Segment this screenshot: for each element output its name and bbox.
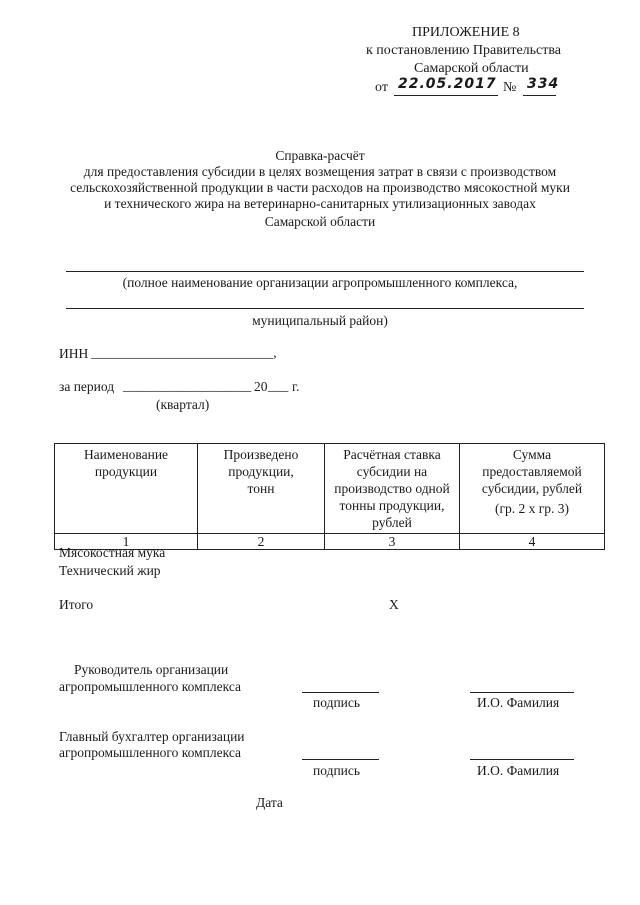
total-label: Итого (59, 597, 94, 612)
appendix-resolution: к постановлению Правительства (366, 43, 562, 58)
org-caption-2: муниципальный район) (252, 313, 388, 328)
handwritten-date: 22.05.2017 (398, 76, 497, 92)
date-label: Дата (256, 795, 283, 810)
header-sum-formula: (гр. 2 х гр. 3) (494, 501, 570, 516)
accountant-title-2: агропромышленного комплекса (59, 745, 241, 760)
head-name-caption: И.О. Фамилия (477, 695, 560, 710)
period-year-prefix: 20 (254, 379, 268, 394)
date-prefix: от (375, 80, 388, 95)
header-sum-label: Сумма предоставляемой субсидии, рублей (481, 447, 583, 496)
doc-title: Справка-расчёт (275, 148, 365, 163)
doc-subtitle-3: и технического жира на ветеринарно-санитарных утилизационных заводах (104, 196, 536, 211)
period-year-suffix: г. (292, 379, 300, 394)
header-produced: Произведено продукции, тонн (198, 444, 325, 534)
row-technical-fat: Технический жир (59, 563, 161, 578)
org-caption-1: (полное наименование организации агропромышленного комплекса, (122, 275, 518, 290)
row-meat-bone-meal: Мясокостная мука (59, 545, 166, 560)
number-underline (523, 95, 556, 96)
handwritten-number: 334 (527, 76, 560, 92)
inn-label: ИНН (59, 346, 89, 361)
period-caption: (квартал) (156, 397, 210, 412)
head-title-1: Руководитель организации (74, 662, 229, 677)
accountant-signature-line (302, 759, 379, 760)
doc-subtitle-2: сельскохозяйственной продукции в части расходов на производство мясокостной муки (70, 180, 570, 195)
doc-subtitle-4: Самарской области (264, 214, 376, 229)
head-signature-line (302, 692, 379, 693)
total-mark: Х (389, 597, 399, 612)
column-number-3: 3 (325, 534, 460, 550)
head-name-line (470, 692, 574, 693)
appendix-title: ПРИЛОЖЕНИЕ 8 (412, 25, 520, 40)
period-label: за период (59, 379, 115, 394)
column-number-2: 2 (198, 534, 325, 550)
header-product-name: Наименование продукции (55, 444, 198, 534)
accountant-signature-caption: подпись (313, 763, 361, 778)
period-year-blank: ___ (268, 378, 289, 393)
table-header-row (55, 444, 605, 534)
org-name-line-1 (66, 271, 584, 272)
inn-blank: ___________________________, (91, 345, 277, 360)
period-blank: ___________________ (123, 378, 252, 393)
date-underline (394, 95, 498, 96)
doc-subtitle-1: для предоставления субсидии в целях возмещения затрат в связи с производством (83, 164, 557, 179)
subsidy-table (54, 443, 605, 550)
accountant-name-caption: И.О. Фамилия (477, 763, 560, 778)
accountant-title-1: Главный бухгалтер организации (59, 729, 245, 744)
org-name-line-2 (66, 308, 584, 309)
header-sum (460, 444, 605, 534)
appendix-region: Самарской области (414, 61, 529, 76)
header-rate: Расчётная ставка субсидии на производство одной тонны продукции, рублей (325, 444, 460, 534)
column-number-1: 1 (55, 534, 198, 550)
accountant-name-line (470, 759, 574, 760)
head-title-2: агропромышленного комплекса (59, 679, 241, 694)
number-prefix: № (503, 80, 517, 95)
column-number-4: 4 (460, 534, 605, 550)
head-signature-caption: подпись (313, 695, 361, 710)
